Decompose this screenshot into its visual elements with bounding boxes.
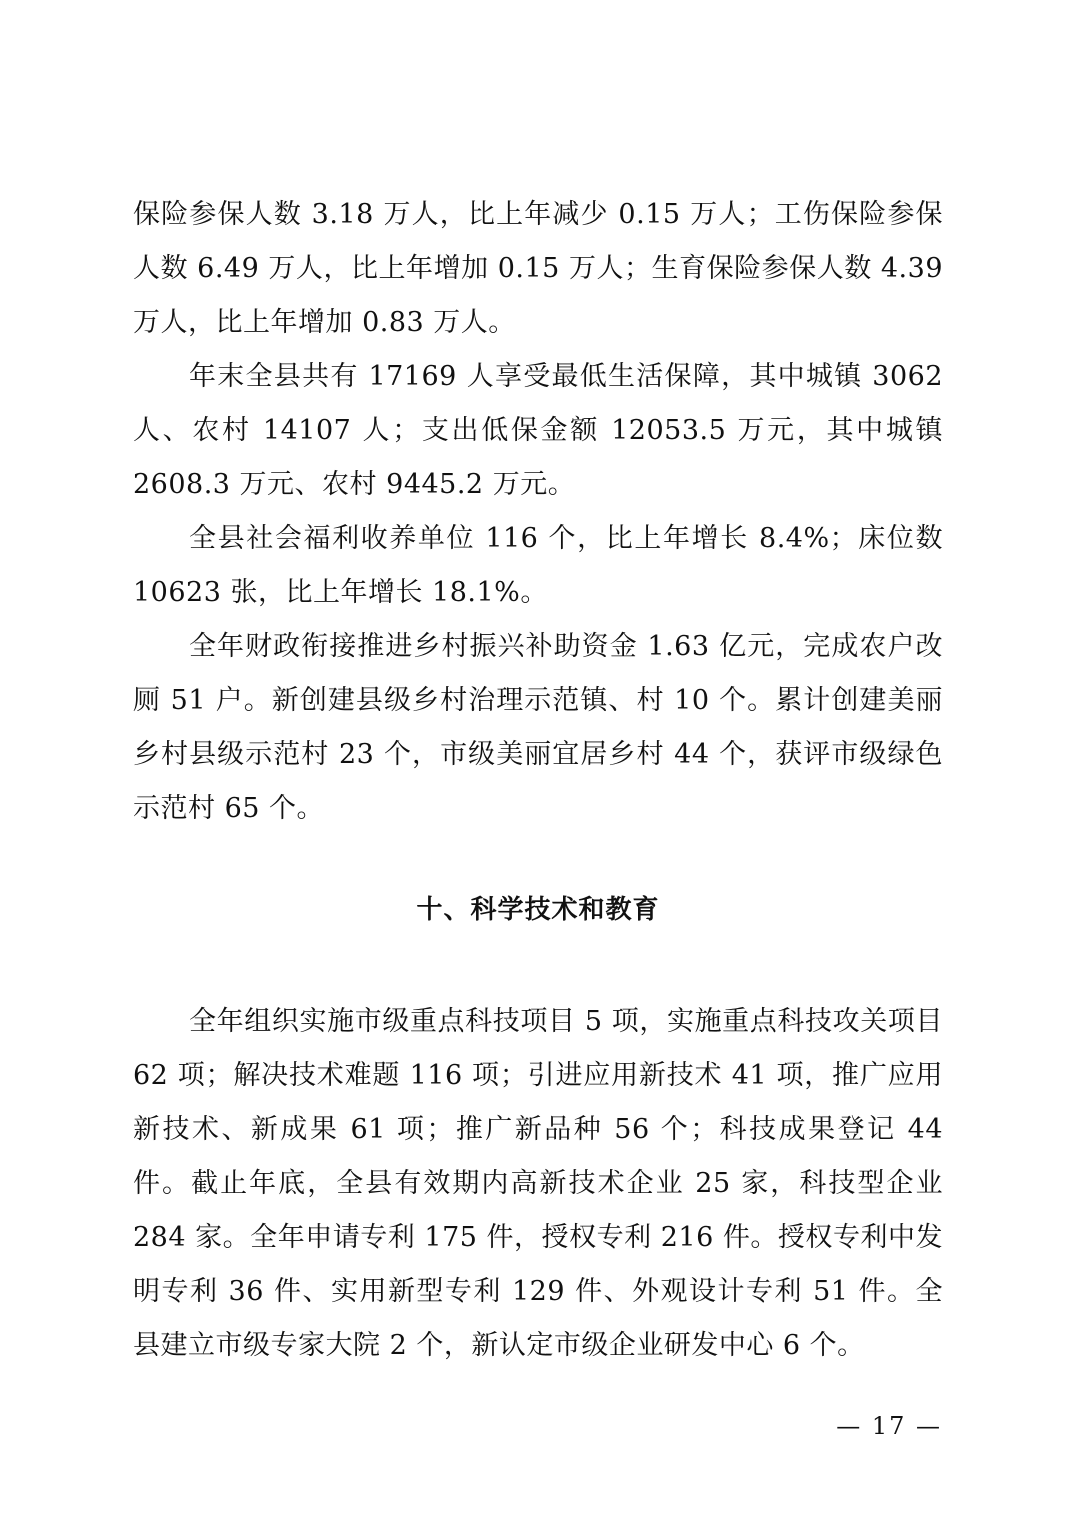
section-heading-science-education: 十、科学技术和教育 xyxy=(416,895,660,925)
page-number: — 17 — xyxy=(836,1412,942,1440)
paragraph-minimum-living-security: 年末全县共有 17169 人享受最低生活保障，其中城镇 3062 人、农村 14107 人；支出低保金额 12053.5 万元，其中城镇 2608.3 万元、农村 9445.2 万元。 xyxy=(133,361,943,500)
paragraph-insurance-continuation: 保险参保人数 3.18 万人，比上年减少 0.15 万人；工伤保险参保人数 6.49 万人，比上年增加 0.15 万人；生育保险参保人数 4.39 万人，比上年增加 0.83 万人。 xyxy=(133,199,943,338)
paragraph-rural-revitalization: 全年财政衔接推进乡村振兴补助资金 1.63 亿元，完成农户改厕 51 户。新创建县级乡村治理示范镇、村 10 个。累计创建美丽乡村县级示范村 23 个，市级美丽宜居乡村 44 个，获评市级绿色示范村 65 个。 xyxy=(133,631,943,824)
paragraph-science-technology: 全年组织实施市级重点科技项目 5 项，实施重点科技攻关项目 62 项；解决技术难题 116 项；引进应用新技术 41 项，推广应用新技术、新成果 61 项；推广新品种 56 个；科技成果登记 44 件。截止年底，全县有效期内高新技术企业 25 家，科技型企业 284 家。全年申请专利 175 件，授权专利 216 件。授权专利中发明专利 36 件、实用新型专利 129 件、外观设计专利 51 件。全县建立市级专家大院 2 个，新认定市级企业研发中心 6 个。 xyxy=(133,1006,943,1361)
paragraph-social-welfare: 全县社会福利收养单位 116 个，比上年增长 8.4%；床位数 10623 张，比上年增长 18.1%。 xyxy=(133,523,943,608)
